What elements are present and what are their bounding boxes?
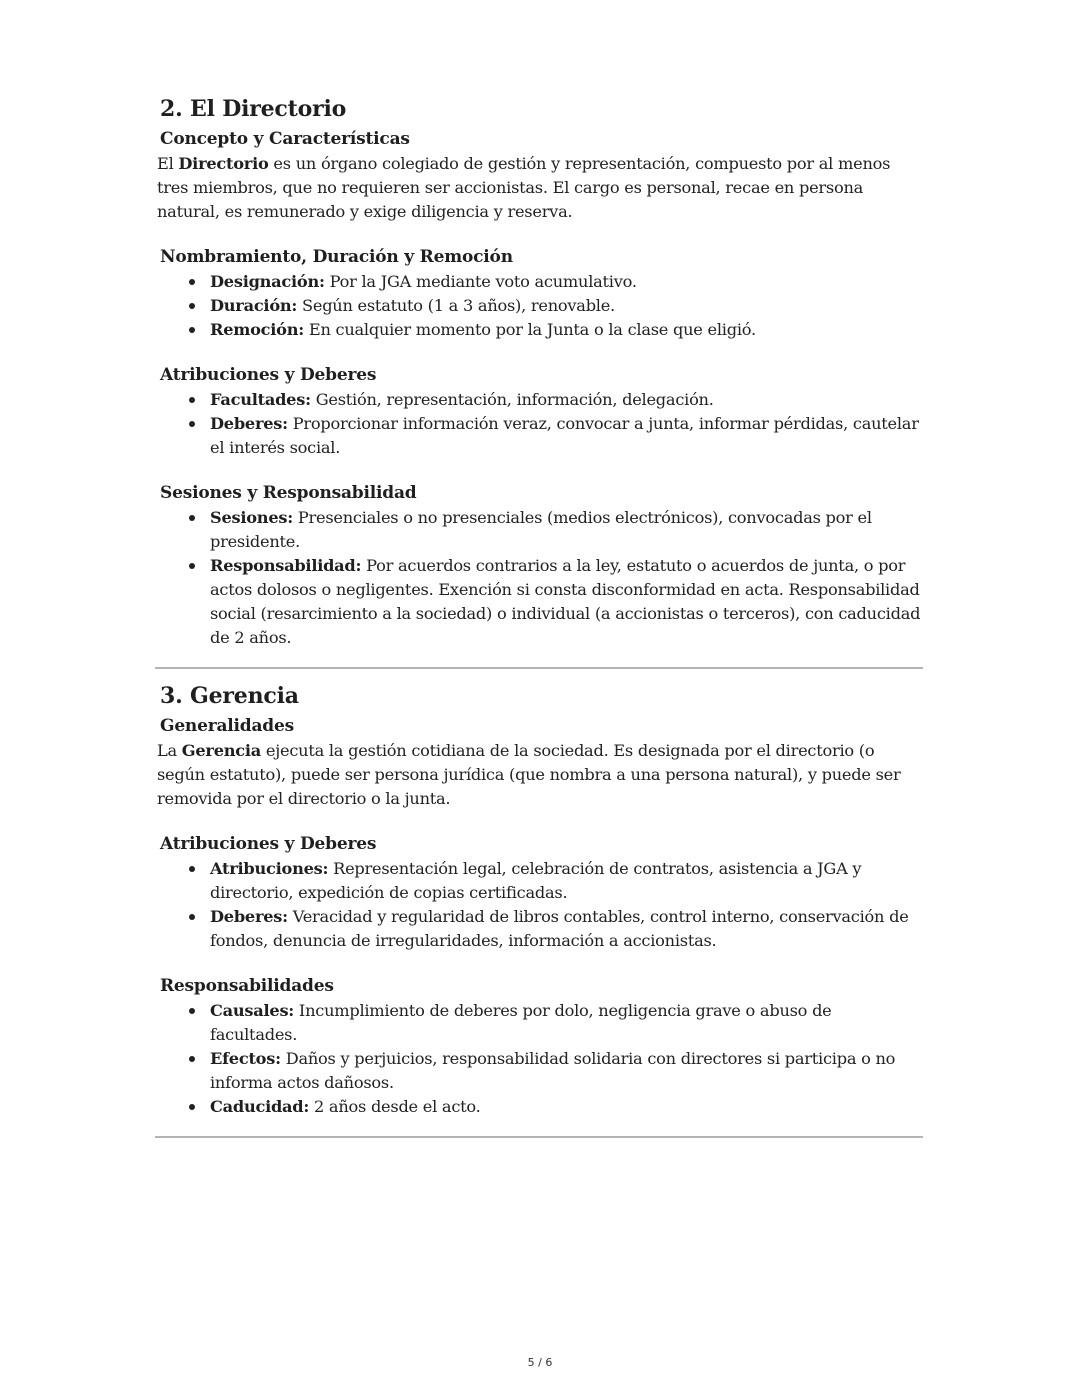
page-number: 5 / 6 xyxy=(527,1356,553,1369)
bullet-icon xyxy=(189,914,195,920)
subsection-heading: Concepto y Características xyxy=(160,129,410,149)
list-item: Designación: Por la JGA mediante voto acumulativo. xyxy=(210,270,923,294)
document-page xyxy=(157,92,923,1148)
section-title: 3. Gerencia xyxy=(160,683,299,709)
list-item: Causales: Incumplimiento de deberes por dolo, negligencia grave o abuso de facultades. xyxy=(210,999,923,1047)
subsection-heading: Sesiones y Responsabilidad xyxy=(160,483,417,503)
list-item: Remoción: En cualquier momento por la Junta o la clase que eligió. xyxy=(210,318,923,342)
list-item: Sesiones: Presenciales o no presenciales (medios electrónicos), convocadas por el presidente. xyxy=(210,506,923,554)
list-item: Facultades: Gestión, representación, información, delegación. xyxy=(210,388,923,412)
bullet-icon xyxy=(189,1104,195,1110)
list-item: Deberes: Proporcionar información veraz, convocar a junta, informar pérdidas, cautelar el interés social. xyxy=(210,412,923,460)
subsection-heading: Generalidades xyxy=(160,716,294,736)
list-item: Caducidad: 2 años desde el acto. xyxy=(210,1095,923,1119)
list-item: Atribuciones: Representación legal, celebración de contratos, asistencia a JGA y directorio, expedición de copias certificadas. xyxy=(210,857,923,905)
section-title: 2. El Directorio xyxy=(160,96,347,122)
bullet-icon xyxy=(189,1056,195,1062)
bullet-list xyxy=(157,270,923,342)
bullet-list xyxy=(157,506,923,650)
bullet-list xyxy=(157,999,923,1119)
subsection-heading: Atribuciones y Deberes xyxy=(160,365,377,385)
section-gerencia xyxy=(157,679,923,1119)
bullet-icon xyxy=(189,327,195,333)
bullet-icon xyxy=(189,563,195,569)
subsection-heading: Responsabilidades xyxy=(160,976,334,996)
subsection-heading: Atribuciones y Deberes xyxy=(160,834,377,854)
bullet-icon xyxy=(189,1008,195,1014)
bullet-icon xyxy=(189,397,195,403)
bullet-icon xyxy=(189,866,195,872)
section-directorio xyxy=(157,92,923,650)
list-item: Responsabilidad: Por acuerdos contrarios a la ley, estatuto o acuerdos de junta, o por actos dolosos o negligentes. Exención si consta disconformidad en acta. Responsabilidad social (resarcimiento a la sociedad) o individual (a accionistas o terceros), con caducidad de 2 años. xyxy=(210,554,923,650)
horizontal-rule xyxy=(155,1136,923,1138)
bullet-icon xyxy=(189,279,195,285)
list-item: Efectos: Daños y perjuicios, responsabilidad solidaria con directores si participa o no informa actos dañosos. xyxy=(210,1047,923,1095)
paragraph-concepto: El Directorio es un órgano colegiado de gestión y representación, compuesto por al menos tres miembros, que no requieren ser accionistas. El cargo es personal, recae en persona natural, es remunerado y exige diligencia y reserva. xyxy=(157,154,891,221)
bullet-list xyxy=(157,857,923,953)
bullet-list xyxy=(157,388,923,460)
horizontal-rule xyxy=(155,667,923,669)
bullet-icon xyxy=(189,303,195,309)
list-item: Deberes: Veracidad y regularidad de libros contables, control interno, conservación de fondos, denuncia de irregularidades, información a accionistas. xyxy=(210,905,923,953)
bullet-icon xyxy=(189,515,195,521)
bullet-icon xyxy=(189,421,195,427)
paragraph-generalidades: La Gerencia ejecuta la gestión cotidiana de la sociedad. Es designada por el directorio (o según estatuto), puede ser persona jurídica (que nombra a una persona natural), y puede ser removida por el directorio o la junta. xyxy=(157,741,901,808)
subsection-heading: Nombramiento, Duración y Remoción xyxy=(160,247,513,267)
list-item: Duración: Según estatuto (1 a 3 años), renovable. xyxy=(210,294,923,318)
